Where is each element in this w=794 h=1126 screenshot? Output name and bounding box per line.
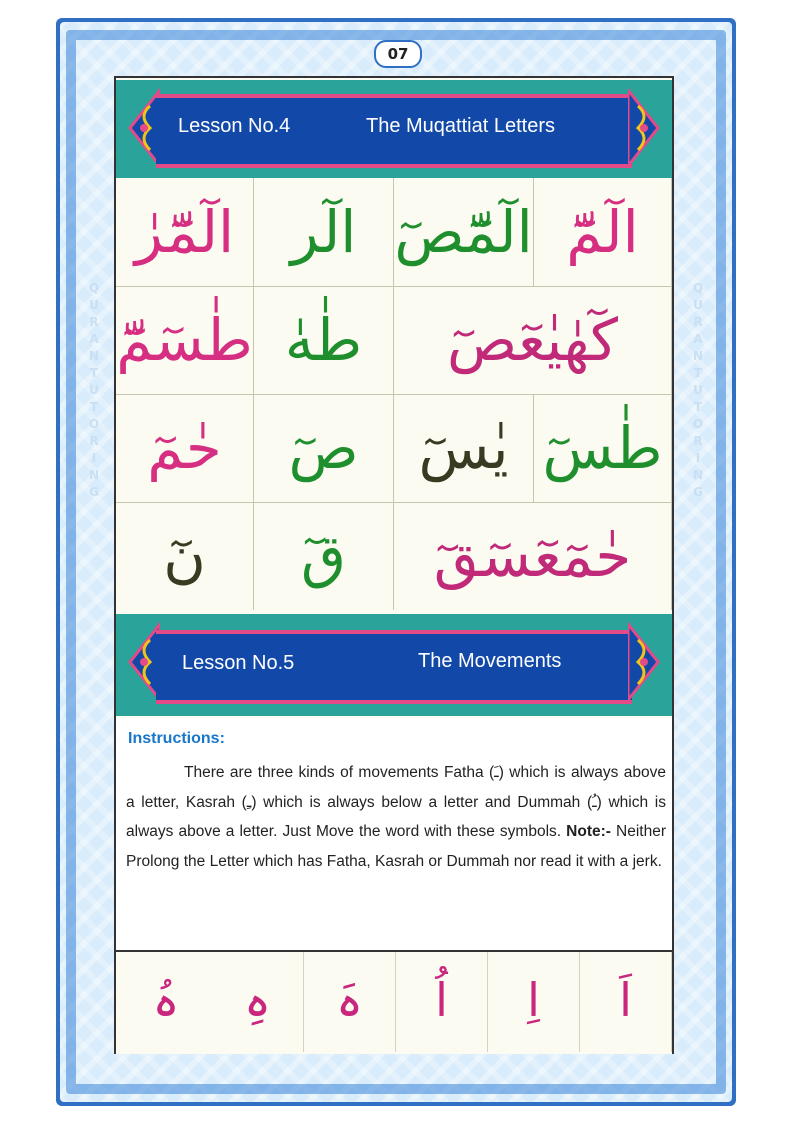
instr-part-5: Neither Prolong the Letter which has Fatha, Kasrah or Dummah nor read it with a jerk.	[126, 823, 666, 870]
instr-part-1: There are three kinds of movements Fatha (	[184, 764, 495, 781]
vowel-strip	[116, 950, 672, 1054]
instructions-title: Instructions:	[128, 730, 225, 747]
vowel-cell: ہِ	[212, 952, 304, 1052]
vowel-cell: اَ	[580, 952, 672, 1052]
letter-cell: نٓ	[116, 502, 254, 610]
letter-cell: صٓ	[254, 394, 394, 502]
grid-row-4	[116, 502, 672, 610]
letter-cell: قٓ	[254, 502, 394, 610]
ornament-left-icon	[120, 86, 160, 170]
letter-cell: الٓمّٓ	[534, 178, 672, 286]
instructions-text	[126, 758, 666, 876]
ornament-right-icon	[628, 620, 668, 704]
dummah-symbol: ـُ	[592, 793, 597, 811]
lesson5-banner	[116, 614, 672, 716]
lesson4-title: The Muqattiat Letters	[366, 115, 555, 137]
letter-cell: حٰمٓعٓسٓقٓ	[394, 502, 672, 610]
letter-cell: طٰسٓمّٓ	[116, 286, 254, 394]
letter-cell: الٓمّٓرٰ	[116, 178, 254, 286]
vowel-cell: ہَ	[304, 952, 396, 1052]
vowel-cell: اُ	[396, 952, 488, 1052]
page-number: 07	[374, 40, 422, 68]
vowel-cell: اِ	[488, 952, 580, 1052]
kasrah-symbol: ـِ	[246, 793, 252, 811]
instr-part-4: ) which is always above a letter. Just Move the word with these symbols.	[126, 793, 666, 840]
note-label: Note:-	[566, 823, 611, 840]
letter-cell: يٰسٓ	[394, 394, 534, 502]
lesson5-title: The Movements	[418, 650, 562, 672]
letter-cell: الٓر	[254, 178, 394, 286]
letter-cell: الٓمّٓصٓ	[394, 178, 534, 286]
letter-cell: كٓهٰيٰعٓصٓ	[394, 286, 672, 394]
lesson4-banner	[116, 80, 672, 178]
fatha-symbol: ـَ	[494, 764, 499, 781]
ornament-left-icon	[120, 620, 160, 704]
letter-cell: طٰهٰ	[254, 286, 394, 394]
side-watermark-left: Q U R A N T U T O R I N G	[88, 281, 100, 499]
lesson5-label: Lesson No.5	[182, 652, 295, 674]
instr-part-3: ) which is always below a letter and Dummah (	[251, 793, 593, 811]
instr-part-2: ) which is always above a letter, Kasrah (	[126, 764, 666, 811]
content-panel	[114, 76, 674, 1054]
ornament-right-icon	[628, 86, 668, 170]
grid-row-1	[116, 178, 672, 287]
side-watermark-right: Q U R A N T U T O R I N G	[692, 281, 704, 499]
letter-cell: طٰسٓ	[534, 394, 672, 502]
grid-row-2	[116, 286, 672, 395]
grid-row-3	[116, 394, 672, 503]
instructions-box	[116, 718, 672, 950]
lesson4-label: Lesson No.4	[178, 115, 291, 137]
letter-cell: حٰمٓ	[116, 394, 254, 502]
vowel-cell: ہُ	[152, 973, 180, 1027]
